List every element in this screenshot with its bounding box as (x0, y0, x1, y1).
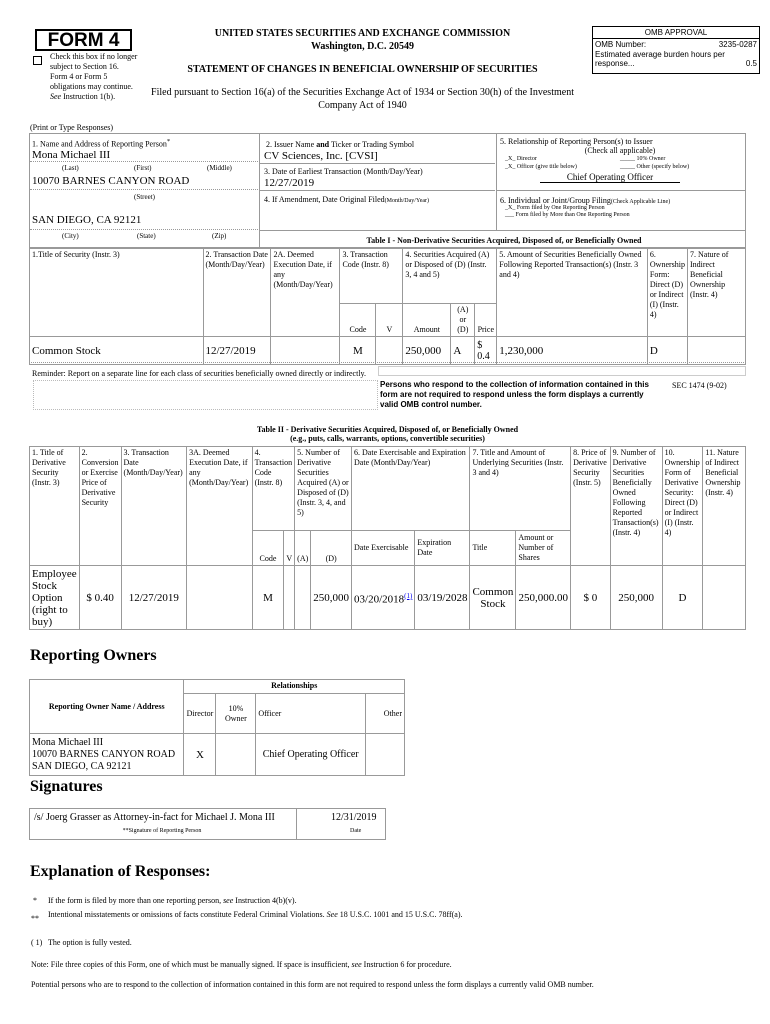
box4-label-small: (Month/Day/Year) (384, 198, 430, 204)
t2-sub-title: Title (470, 531, 516, 566)
first-label: (First) (134, 164, 152, 172)
box2-label (266, 140, 414, 149)
middle-label: (Middle) (207, 164, 232, 172)
print-type: (Print or Type Responses) (30, 123, 114, 132)
street-value: 10070 BARNES CANYON ROAD (32, 175, 190, 187)
t2-sub-a: (A) (295, 531, 311, 566)
note-see: see (351, 960, 362, 969)
checkbox-text-block (50, 52, 138, 102)
t1-h2a: 2A. Deemed Execution Date, if any (Month/Day/Year) (271, 249, 340, 337)
more-person-label: Form filed by More than One Reporting Person (515, 212, 630, 218)
ro-addr2: SAN DIEGO, CA 92121 (32, 760, 132, 772)
t2-transaction-date: 12/27/2019 (121, 566, 187, 630)
zip-label: (Zip) (212, 232, 227, 240)
officer-mark: X (508, 164, 513, 170)
signature-date-label: Date (350, 828, 362, 834)
t2-sub-code: Code (252, 531, 284, 566)
t1-v (376, 337, 403, 365)
director-label: Director (516, 156, 537, 162)
ro-addr1: 10070 BARNES CANYON ROAD (32, 748, 176, 760)
t1-deemed-date (271, 337, 340, 365)
footnote-star-text (48, 896, 748, 905)
t2-sub-exer: Date Exercisable (352, 531, 415, 566)
t2-date-exercisable: 03/20/2018 (354, 593, 405, 606)
reporting-person-name: Mona Michael III (32, 149, 111, 161)
t1-sub-price: Price (475, 304, 497, 337)
box6-label (500, 196, 670, 205)
footnote-dstar-text-a: Intentional misstatements or omissions of facts constitute Federal Criminal Violations. (48, 910, 325, 919)
omb-burden-label: Estimated average burden hours per response... (595, 50, 725, 68)
t2-v (284, 566, 295, 630)
t2-sub-d: (D) (311, 531, 352, 566)
signature-label: **Signature of Reporting Person (122, 828, 202, 834)
box1-label-text: 1. Name and Address of Reporting Person (32, 139, 167, 149)
signature-value: /s/ Joerg Grasser as Attorney-in-fact for Michael J. Mona III (34, 812, 275, 823)
box1-star: * (166, 138, 171, 145)
omb-title: OMB APPROVAL (593, 27, 759, 39)
table2 (29, 446, 746, 630)
last-label: (Last) (62, 164, 79, 172)
footnote-1-mark: ( 1) (31, 938, 43, 947)
street-label: (Street) (134, 193, 155, 201)
t1-sub-v: V (376, 304, 403, 337)
t1-price-cell (475, 337, 497, 365)
omb-number-value: 3235-0287 (718, 40, 757, 49)
t1-security-title: Common Stock (30, 337, 204, 365)
footnote-star-text-a: If the form is filed by more than one reporting person, (48, 896, 222, 905)
agency-city: Washington, D.C. 20549 (310, 41, 415, 52)
footnote-star-text-b: Instruction 4(b)(v). (235, 896, 297, 905)
reporting-owners-heading: Reporting Owners (30, 647, 157, 664)
ro-col-name: Reporting Owner Name / Address (30, 680, 184, 734)
omb-number-label: OMB Number: (595, 40, 647, 49)
table1 (29, 248, 746, 365)
t2-price: $ 0 (571, 566, 611, 630)
t1-h7: 7. Nature of Indirect Beneficial Ownership (Instr. 4) (688, 249, 746, 337)
t2-underlying-title: Common Stock (470, 566, 516, 630)
t2-sub-exp: Expiration Date (415, 531, 470, 566)
ro-ten (216, 734, 256, 776)
t1-h2: 2. Transaction Date (Month/Day/Year) (203, 249, 271, 337)
box1-label (32, 138, 170, 149)
signature-date: 12/31/2019 (331, 812, 377, 823)
t2-sub-v: V (284, 531, 295, 566)
checkbox-see: See (50, 92, 62, 101)
t2-d: 250,000 (311, 566, 352, 630)
reporting-owners-table (29, 679, 405, 776)
t1-price: 0.4 (477, 350, 490, 362)
signatures-heading: Signatures (30, 778, 103, 795)
box5-sub: (Check all applicable) (584, 146, 656, 155)
ro-col-officer: Officer (256, 694, 366, 734)
t1-sub-amount: Amount (403, 304, 451, 337)
earliest-transaction-date: 12/27/2019 (264, 177, 315, 189)
sec-code: SEC 1474 (9-02) (672, 381, 727, 390)
reminder: Reminder: Report on a separate line for each class of securities beneficially owned directly or indirectly. (32, 369, 367, 378)
t2-form: D (662, 566, 703, 630)
t1-nature (688, 337, 746, 365)
box2-label-a: 2. Issuer Name (266, 140, 315, 149)
city-value: SAN DIEGO, CA 92121 (32, 214, 142, 226)
t2-h11: 11. Nature of Indirect Beneficial Ownership (Instr. 4) (703, 447, 746, 566)
persons-respond: Persons who respond to the collection of information contained in this form are not required to respond unless the form displays a currently valid OMB control number. (380, 380, 649, 409)
footnote-star-mark: * (33, 896, 37, 905)
t2-exercisable-cell (352, 566, 415, 630)
t2-security-title: Employee Stock Option (right to buy) (30, 566, 80, 630)
box5-label: 5. Relationship of Reporting Person(s) to Issuer (500, 137, 653, 146)
ro-officer: Chief Operating Officer (256, 734, 366, 776)
issuer-name: CV Sciences, Inc. [CVSI] (264, 150, 378, 162)
statement-title: STATEMENT OF CHANGES IN BENEFICIAL OWNERSHIP OF SECURITIES (187, 64, 538, 75)
ro-col-director: Director (184, 694, 216, 734)
director-mark: X (508, 156, 513, 162)
one-person-row: _X_ Form filed by One Reporting Person (505, 205, 605, 211)
checkbox-text: Check this box if no longer subject to Section 16. Form 4 or Form 5 obligations may continue. (50, 52, 138, 91)
potential-persons-text: Potential persons who are to respond to the collection of information contained in this form are not required to respond unless the form displays a currently valid OMB number. (31, 980, 594, 989)
footnote-dstar-text-b: 18 U.S.C. 1001 and 15 U.S.C. 78ff(a). (339, 910, 463, 919)
other-label: Other (specify below) (636, 164, 690, 170)
table1-title: Table I - Non-Derivative Securities Acquired, Disposed of, or Beneficially Owned (366, 236, 642, 245)
box4-label-text: 4. If Amendment, Date Original Filed (264, 195, 385, 204)
table2-title: Table II - Derivative Securities Acquired, Disposed of, or Beneficially Owned (256, 425, 519, 434)
t1-owned: 1,230,000 (497, 337, 648, 365)
officer-title: Chief Operating Officer (540, 172, 680, 183)
footnote-dstar-mark: ** (31, 914, 39, 923)
ro-relationships: Relationships (184, 680, 405, 694)
footnote-dstar-text (48, 909, 478, 920)
table-row (30, 566, 746, 630)
t1-sub-aord: (A) or (D) (451, 304, 475, 337)
t2-nature (703, 566, 746, 630)
t2-a (295, 566, 311, 630)
t2-h2: 2. Conversion or Exercise Price of Derivative Security (79, 447, 121, 566)
footnote-1-text: The option is fully vested. (48, 938, 132, 947)
box2-label-and: and (316, 140, 330, 149)
officer-row: _X_ Officer (give title below) (505, 164, 577, 170)
table-row (30, 337, 746, 365)
table-row (30, 734, 405, 776)
t1-h5: 5. Amount of Securities Beneficially Owned Following Reported Transaction(s) (Instr. 3 and 4) (497, 249, 648, 337)
t1-h6: 6. Ownership Form: Direct (D) or Indirect (I) (Instr. 4) (647, 249, 687, 337)
t1-sub-code: Code (340, 304, 376, 337)
ro-col-other: Other (366, 694, 405, 734)
t2-h10: 10. Ownership Form of Derivative Security: Direct (D) or Indirect (I) (Instr. 4) (662, 447, 703, 566)
t2-h6: 6. Date Exercisable and Expiration Date (Month/Day/Year) (352, 447, 470, 531)
ro-col-ten: 10% Owner (216, 694, 256, 734)
other-row: _____ Other (specify below) (620, 164, 690, 170)
footnote-star-see: see (223, 896, 234, 905)
explanation-heading: Explanation of Responses: (30, 863, 211, 880)
officer-label: Officer (give title below) (516, 164, 577, 170)
box4-label (264, 195, 429, 204)
t2-expiration-date: 03/19/2028 (415, 566, 470, 630)
no-longer-subject-checkbox[interactable] (33, 56, 42, 65)
box2-label-b: Ticker or Trading Symbol (330, 140, 415, 149)
ro-name: Mona Michael III (32, 736, 104, 748)
t1-amount: 250,000 (403, 337, 451, 365)
t2-h3: 3. Transaction Date (Month/Day/Year) (121, 447, 187, 566)
agency-name: UNITED STATES SECURITIES AND EXCHANGE COMMISSION (214, 28, 511, 39)
checkbox-instr: Instruction 1(b). (63, 92, 116, 101)
one-person-label: Form filed by One Reporting Person (516, 205, 605, 211)
t2-conversion-price: $ 0.40 (79, 566, 121, 630)
ro-director: X (184, 734, 216, 776)
ten-pct-label: 10% Owner (636, 156, 666, 162)
t1-aord: A (451, 337, 475, 365)
box3-label: 3. Date of Earliest Transaction (Month/Day/Year) (264, 167, 423, 176)
box6-label-text: 6. Individual or Joint/Group Filing (500, 196, 611, 205)
t1-form: D (647, 337, 687, 365)
t2-h8: 8. Price of Derivative Security (Instr. 5) (571, 447, 611, 566)
t2-h1: 1. Title of Derivative Security (Instr. 3) (30, 447, 80, 566)
form-title-box (35, 29, 132, 51)
director-row: _X_ Director (505, 156, 537, 162)
box6-label-small: (Check Applicable Line) (610, 199, 671, 205)
form-title: FORM 4 (47, 30, 120, 51)
more-person-row: ___ Form filed by More than One Reporting Person (505, 212, 630, 218)
t1-h4: 4. Securities Acquired (A) or Disposed of (D) (Instr. 3, 4 and 5) (403, 249, 497, 304)
t1-code: M (340, 337, 376, 365)
filed-pursuant: Filed pursuant to Section 16(a) of the Securities Exchange Act of 1934 or Section 30(h) of the Investment Company Act of 1940 (151, 87, 574, 111)
t2-h5: 5. Number of Derivative Securities Acquired (A) or Disposed of (D) (Instr. 3, 4, and 5) (295, 447, 352, 531)
t1-h3: 3. Transaction Code (Instr. 8) (340, 249, 403, 304)
ro-other (366, 734, 405, 776)
t1-price-symbol: $ (477, 339, 483, 351)
t2-h3a: 3A. Deemed Execution Date, if any (Month/Day/Year) (187, 447, 253, 566)
footnote-dstar-see: See (326, 910, 338, 919)
state-label: (State) (137, 232, 156, 240)
t1-transaction-date: 12/27/2019 (203, 337, 271, 365)
ro-name-cell (30, 734, 184, 776)
one-person-mark: X (508, 205, 513, 211)
t1-h1: 1.Title of Security (Instr. 3) (30, 249, 204, 337)
t2-deemed-date (187, 566, 253, 630)
note-text-a: Note: File three copies of this Form, one of which must be manually signed. If space is insufficient, (31, 960, 350, 969)
footnote-1-link[interactable]: (1) (404, 591, 413, 600)
note-text-b: Instruction 6 for procedure. (363, 960, 452, 969)
t2-sub-amt: Amount or Number of Shares (516, 531, 571, 566)
city-label: (City) (62, 232, 79, 240)
omb-burden-value: 0.5 (745, 59, 757, 68)
t2-owned: 250,000 (610, 566, 662, 630)
ten-pct-row: _____ 10% Owner (620, 156, 666, 162)
t2-underlying-amount: 250,000.00 (516, 566, 571, 630)
note-text (31, 960, 746, 969)
t2-h4: 4. Transaction Code (Instr. 8) (252, 447, 295, 531)
t2-code: M (252, 566, 284, 630)
t2-h9: 9. Number of Derivative Securities Beneficially Owned Following Reported Transaction(s) (Instr. 4) (610, 447, 662, 566)
table2-subtitle: (e.g., puts, calls, warrants, options, convertible securities) (290, 434, 485, 443)
omb-approval-box (592, 26, 760, 74)
t2-h7: 7. Title and Amount of Underlying Securities (Instr. 3 and 4) (470, 447, 571, 531)
